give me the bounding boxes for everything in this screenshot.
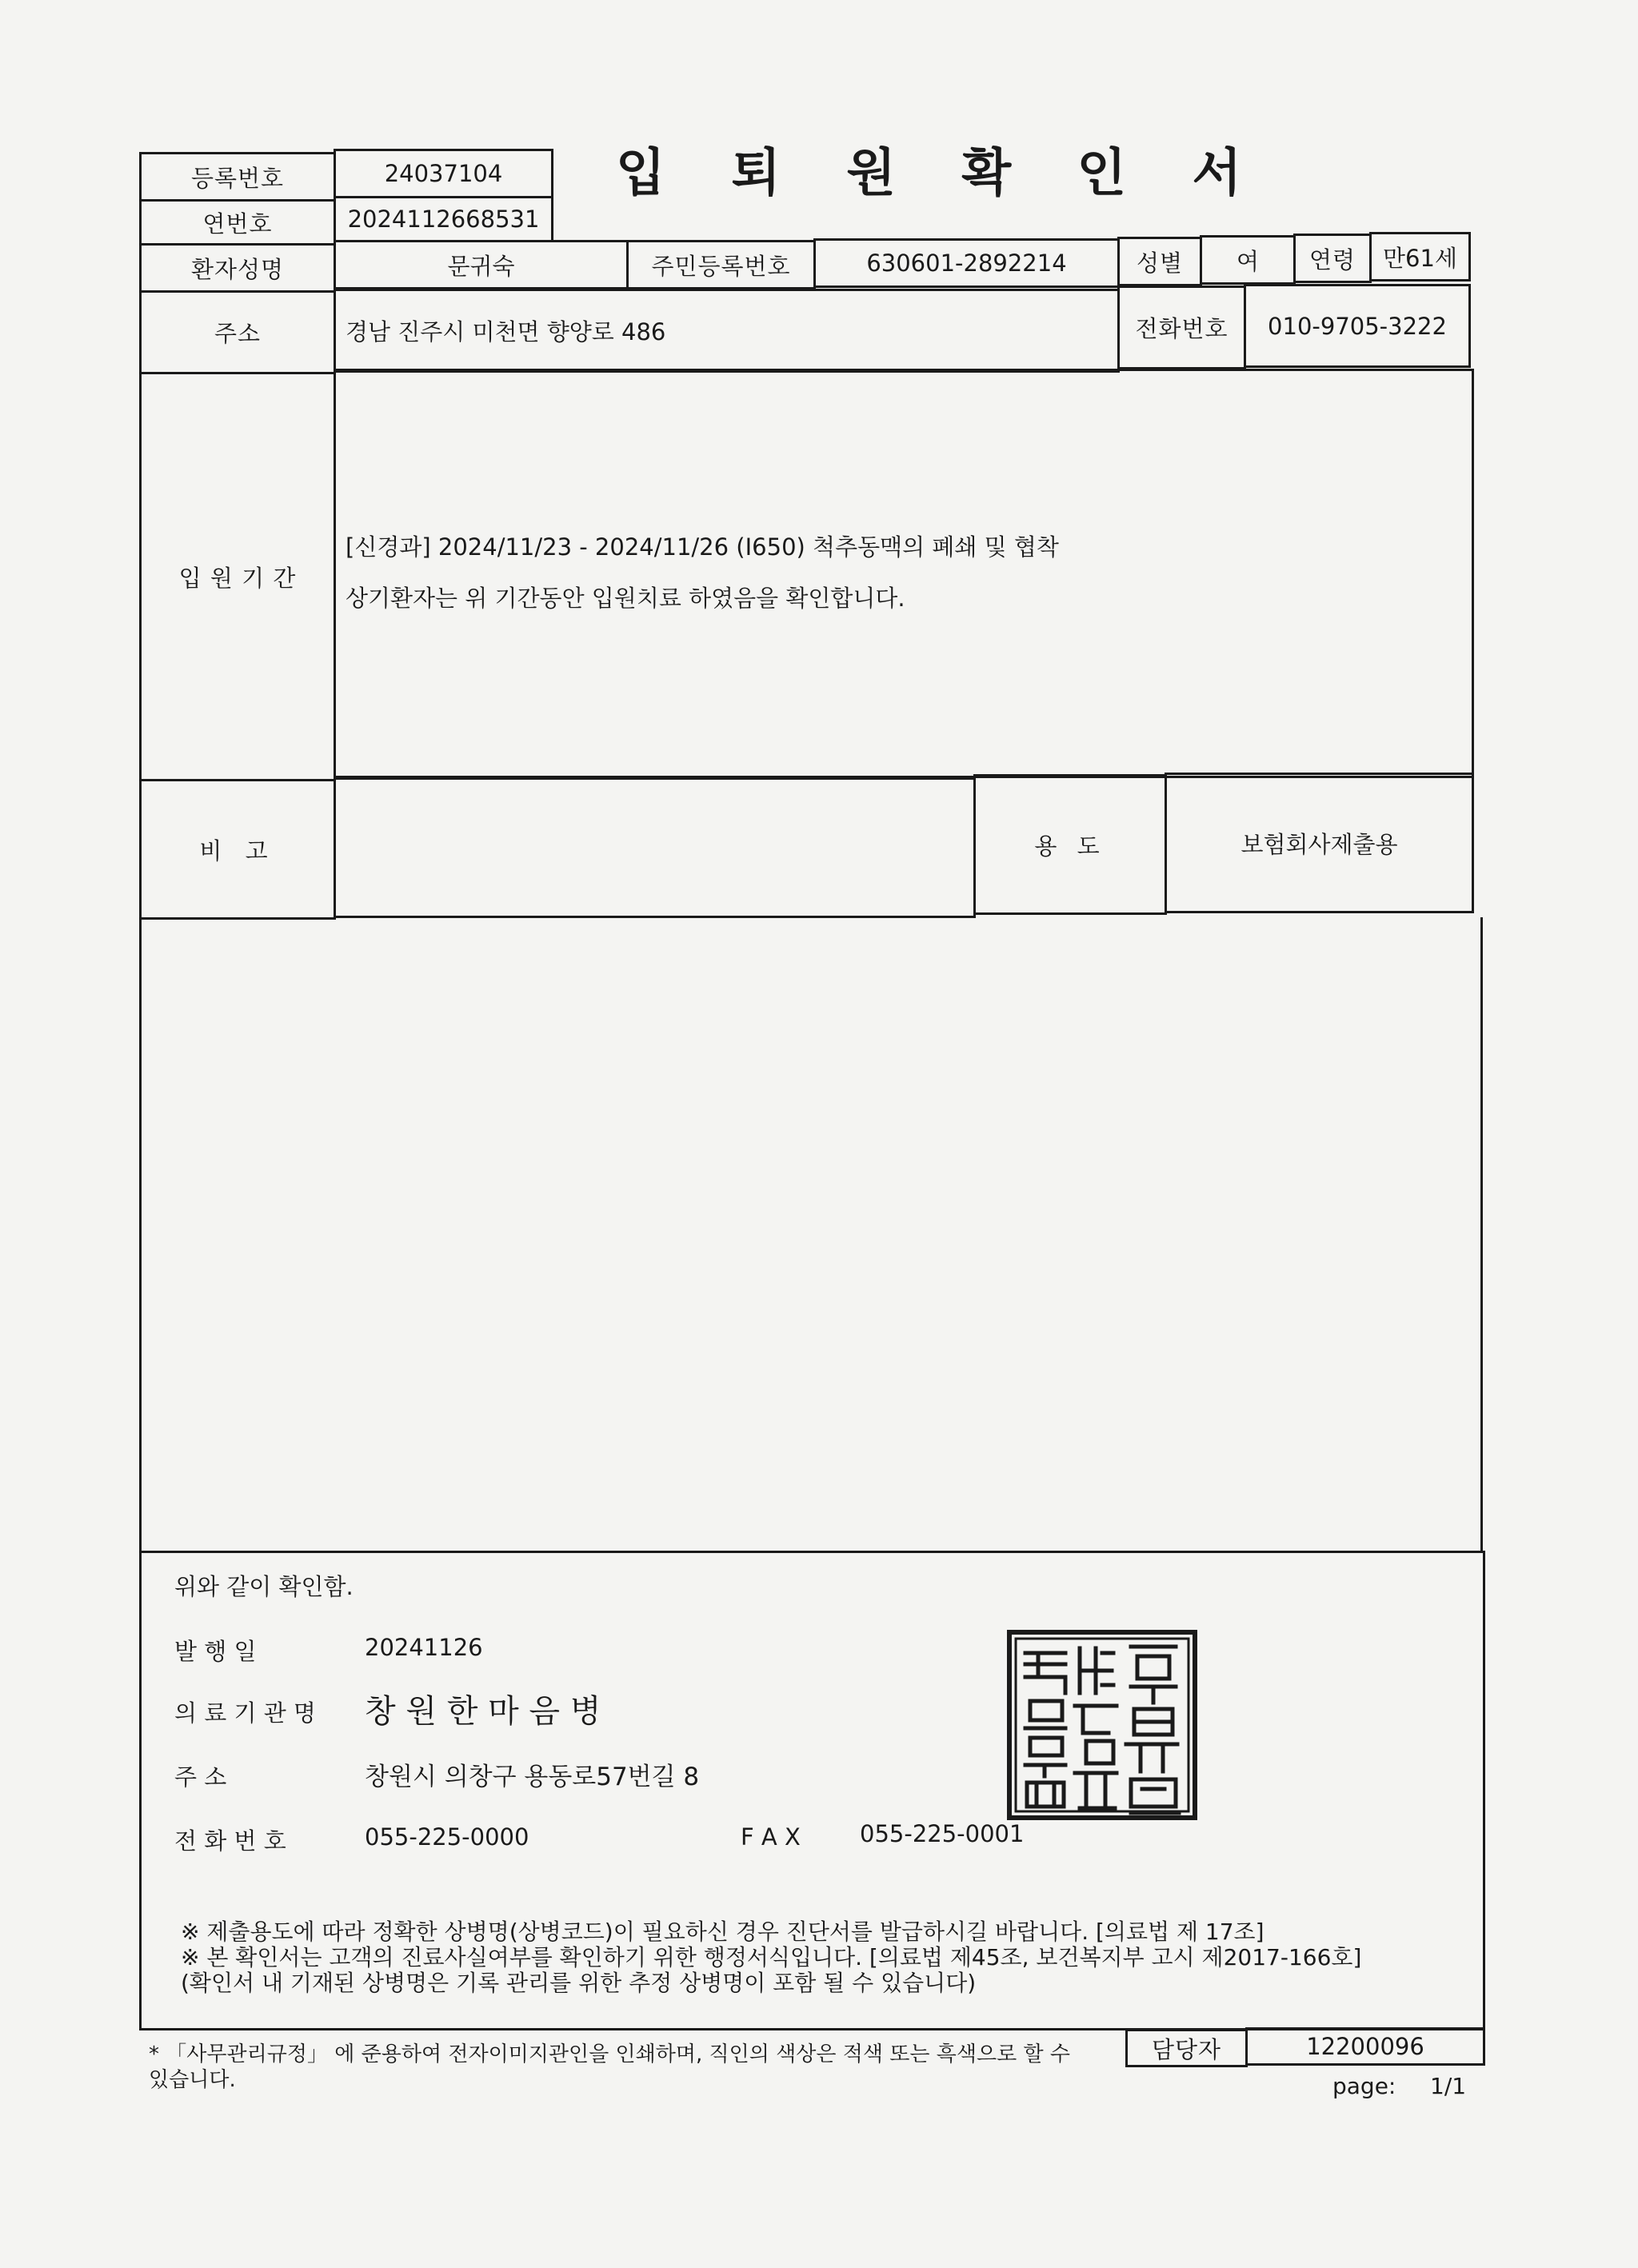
serial-value: 2024112668531	[334, 196, 553, 242]
staff-id: 12200096	[1245, 2027, 1485, 2066]
issuer-address-value: 창원시 의창구 용동로57번길 8	[365, 1763, 700, 1791]
sex-value: 여	[1200, 235, 1296, 285]
page-number: 1/1	[1430, 2073, 1467, 2099]
admission-label: 입 원 기 간	[139, 372, 336, 781]
admission-line-2: 상기환자는 위 기간동안 입원치료 하였음을 확인합니다.	[346, 585, 905, 612]
age-value: 만61세	[1369, 232, 1471, 282]
institution-label: 의 료 기 관 명	[174, 1699, 316, 1727]
institution-name: 창 원 한 마 음 병	[365, 1693, 601, 1730]
disclaimer-line-2: 있습니다.	[149, 2068, 236, 2092]
issuer-address-label: 주 소	[174, 1763, 227, 1791]
purpose-label: 용 도	[973, 774, 1167, 915]
reg-no-label: 등록번호	[139, 152, 336, 202]
remarks-value	[334, 777, 976, 918]
issuer-phone-value: 055-225-0000	[365, 1823, 529, 1851]
patient-name-label: 환자성명	[139, 243, 336, 293]
remarks-label: 비 고	[139, 779, 336, 920]
note-line-1: ※ 제출용도에 따라 정확한 상병명(상병코드)이 필요하신 경우 진단서를 발급하시길 바랍니다. [의료법 제 17조]	[181, 1919, 1264, 1945]
blank-area	[139, 917, 1483, 1553]
document-title: 입 퇴 원 확 인 서	[616, 144, 1266, 203]
issue-date-value: 20241126	[365, 1634, 483, 1661]
reg-no-value: 24037104	[334, 149, 553, 198]
admission-line-1: [신경과] 2024/11/23 - 2024/11/26 (I650) 척추동맥의 폐쇄 및 협착	[346, 533, 1059, 561]
note-line-2: ※ 본 확인서는 고객의 진료사실여부를 확인하기 위한 행정서식입니다. [의료법 제45조, 보건복지부 고시 제2017-166호]	[181, 1944, 1362, 1971]
purpose-value: 보험회사제출용	[1165, 773, 1474, 913]
note-line-3: (확인서 내 기재된 상병명은 기록 관리를 위한 추정 상병명이 포함 될 수 있습니다)	[181, 1970, 977, 1996]
phone-label: 전화번호	[1117, 285, 1246, 369]
confirm-text: 위와 같이 확인함.	[174, 1573, 354, 1600]
sex-label: 성별	[1117, 237, 1202, 286]
fax-value: 055-225-0001	[860, 1820, 1025, 1847]
issuer-phone-label: 전 화 번 호	[174, 1827, 286, 1855]
phone-value: 010-9705-3222	[1244, 284, 1471, 368]
serial-label: 연번호	[139, 199, 336, 246]
address-value: 경남 진주시 미천면 향양로 486	[334, 289, 1120, 373]
page-label: page:	[1332, 2073, 1396, 2099]
rrn-value: 630601-2892214	[813, 238, 1120, 288]
fax-label: F A X	[741, 1823, 801, 1851]
rrn-label: 주민등록번호	[626, 240, 816, 289]
issue-date-label: 발 행 일	[174, 1638, 257, 1665]
age-label: 연령	[1293, 234, 1372, 283]
patient-name-value: 문귀숙	[334, 240, 629, 289]
disclaimer-line-1: * 「사무관리규정」 에 준용하여 전자이미지관인을 인쇄하며, 직인의 색상은 적색 또는 흑색으로 할 수	[149, 2042, 1070, 2066]
admission-content	[334, 369, 1474, 778]
staff-label: 담당자	[1125, 2029, 1248, 2067]
address-label: 주소	[139, 290, 336, 374]
hospital-seal-icon	[1006, 1629, 1198, 1821]
